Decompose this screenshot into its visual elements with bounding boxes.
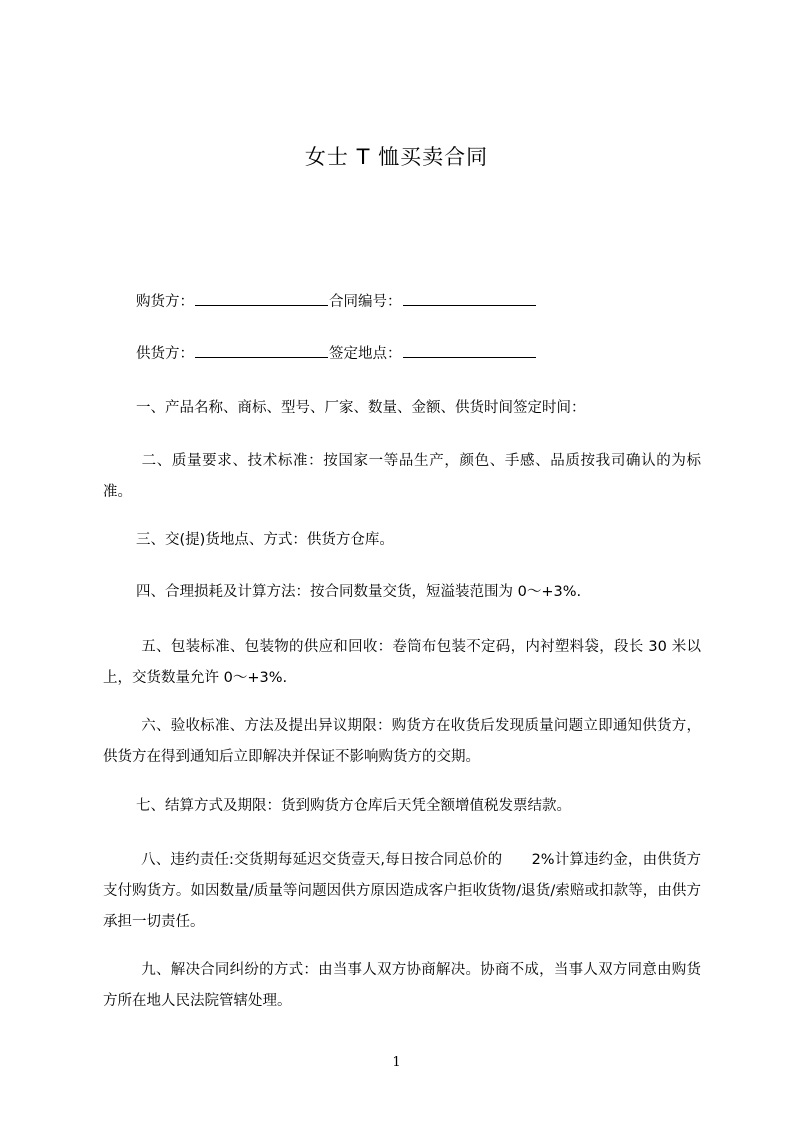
page-number: 1 <box>392 1055 401 1070</box>
clause-4 <box>103 577 701 608</box>
supplier-label: 供货方： <box>136 346 194 362</box>
clause-4-text: 四、合理损耗及计算方法：按合同数量交货，短溢装范围为 0～+3%. <box>136 584 582 600</box>
clause-2-text: 二、质量要求、技术标准：按国家一等品生产，颜色、手感、品质按我司确认的为标准。 <box>103 453 701 500</box>
clause-7-text: 七、结算方式及期限：货到购货方仓库后天凭全额增值税发票结款。 <box>136 798 571 814</box>
clause-1 <box>103 393 701 424</box>
clause-5 <box>103 632 701 694</box>
buyer-blank[interactable] <box>195 291 328 306</box>
clause-5-text: 五、包装标准、包装物的供应和回收：卷筒布包装不定码，内衬塑料袋，段长 30 米以上，交货数量允许 0～+3%. <box>103 639 701 686</box>
buyer-row <box>103 289 703 315</box>
clause-9 <box>103 955 701 1017</box>
clause-1-text: 一、产品名称、商标、型号、厂家、数量、金额、供货时间签定时间： <box>136 400 586 416</box>
contract-no-blank[interactable] <box>403 291 536 306</box>
buyer-label: 购货方： <box>136 294 194 310</box>
clause-6 <box>103 711 701 773</box>
clause-7 <box>103 791 701 822</box>
sign-place-label: 签定地点： <box>329 346 402 362</box>
clause-8 <box>103 845 701 938</box>
clause-2 <box>103 446 701 508</box>
clause-3-text: 三、交(提)货地点、方式：供货方仓库。 <box>136 532 394 548</box>
document-title: 女士 T 恤买卖合同 <box>304 145 489 169</box>
contract-no-label: 合同编号： <box>329 294 402 310</box>
clause-3 <box>103 525 701 556</box>
supplier-row <box>103 341 703 367</box>
supplier-blank[interactable] <box>195 343 328 358</box>
clause-8-text: 八、违约责任:交货期每延迟交货壹天,每日按合同总价的 2%计算违约金，由供货方支付购货方。如因数量/质量等问题因供方原因造成客户拒收货物/退货/索赔或扣款等，由供方承担一切责任。 <box>103 852 701 930</box>
sign-place-blank[interactable] <box>403 343 536 358</box>
clause-6-text: 六、验收标准、方法及提出异议期限：购货方在收货后发现质量问题立即通知供货方，供货方在得到通知后立即解决并保证不影响购货方的交期。 <box>103 718 701 765</box>
clause-9-text: 九、解决合同纠纷的方式：由当事人双方协商解决。协商不成，当事人双方同意由购货方所在地人民法院管辖处理。 <box>103 962 701 1009</box>
